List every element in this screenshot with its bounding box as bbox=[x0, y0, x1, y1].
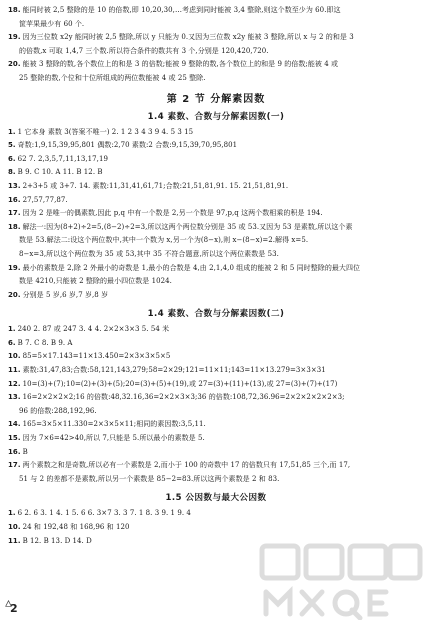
question-number: 5. bbox=[8, 141, 16, 150]
answer-line bbox=[8, 391, 424, 405]
question-number: 11. bbox=[8, 536, 21, 545]
question-number: 18. bbox=[8, 222, 21, 231]
answer-line bbox=[8, 289, 424, 303]
question-number: 1. bbox=[8, 325, 16, 334]
answer-line bbox=[8, 446, 424, 460]
answers-block-1 bbox=[8, 126, 424, 303]
answer-text: 分别是 5 岁,6 岁,7 岁,8 岁 bbox=[22, 290, 109, 299]
answer-line bbox=[8, 31, 424, 45]
answer-page bbox=[8, 4, 424, 548]
answer-text: B 12. B 13. D 14. D bbox=[22, 536, 92, 545]
question-number: 17. bbox=[8, 209, 21, 218]
question-number: 20. bbox=[8, 290, 21, 299]
answer-text: 筐苹果最少有 60 个. bbox=[19, 19, 85, 28]
answer-line bbox=[8, 180, 424, 194]
question-number: 17. bbox=[8, 461, 21, 470]
answer-line bbox=[8, 194, 424, 208]
subsection-title-2: 1.4 素数、合数与分解素因数(二) bbox=[147, 309, 285, 320]
answer-text: 24 和 192,48 和 168,96 和 120 bbox=[22, 523, 130, 531]
answer-line bbox=[8, 459, 424, 473]
answer-text: 奇数:1,9,15,39,95,801 偶数:2,70 素数:2 合数:9,15,39,70,95,801 bbox=[17, 141, 238, 150]
answer-line bbox=[8, 58, 424, 72]
answer-text: 96 的倍数:288,192,96. bbox=[19, 406, 97, 415]
answer-line bbox=[8, 221, 424, 235]
question-number: 12. bbox=[8, 379, 21, 388]
answer-line bbox=[8, 418, 424, 432]
answer-text: 最小的素数是 2,除 2 外最小的奇数是 1,最小的合数是 4,由 2,1,4,0 组成的能被 2 和 5 同时整除的最大四位 bbox=[22, 263, 361, 272]
question-number: 11. bbox=[8, 366, 21, 375]
answer-line bbox=[8, 166, 424, 180]
answer-line bbox=[8, 473, 424, 487]
answer-text: 素数:31,47,83;合数:58,121,143,279;58=2×29;121=11×11;143=11×13.279=3×3×31 bbox=[22, 366, 326, 375]
answer-text: 85=5×17.143=11×13.450=2×3×3×5×5 bbox=[22, 352, 171, 361]
answer-line bbox=[8, 337, 424, 351]
question-number: 6. bbox=[8, 154, 16, 163]
answer-line bbox=[8, 139, 424, 153]
answers-block-2 bbox=[8, 323, 424, 486]
answer-line bbox=[8, 364, 424, 378]
answer-line bbox=[8, 248, 424, 262]
subsection-title-1: 1.4 素数、合数与分解素因数(一) bbox=[147, 111, 285, 122]
answer-line bbox=[8, 207, 424, 221]
question-number: 16. bbox=[8, 195, 21, 204]
answer-line bbox=[8, 153, 424, 167]
answer-line bbox=[8, 323, 424, 337]
answer-text: 62 7. 2,3,5,7,11,13,17,19 bbox=[17, 154, 108, 163]
question-number: 6. bbox=[8, 338, 16, 347]
answer-text: 因为 2 是唯一的偶素数,因此 p,q 中有一个数是 2,另一个数是 97,p,q 这两个数相乘的积是 194. bbox=[22, 209, 323, 218]
question-number: 13. bbox=[8, 181, 21, 190]
answer-text: 51 与 2 的差都不是素数,所以另一个素数是 85−2=83.所以这两个素数是 2 和 83. bbox=[19, 474, 280, 483]
watermark-logo bbox=[256, 540, 426, 620]
answer-text: B bbox=[22, 447, 28, 456]
answer-text: 的倍数,x 可取 1,4,7 三个数.所以符合条件的数共有 3 个,分别是 120,420,720. bbox=[19, 46, 269, 55]
answer-text: 2+3+5 或 3+7. 14. 素数:11,31,41,61,71;合数:21,51,81,91. 15. 21,51,81,91. bbox=[22, 181, 289, 190]
question-number: 1. bbox=[8, 127, 16, 136]
section-title: 第 2 节 分解素因数 bbox=[166, 93, 266, 105]
answer-text: 因为 7×6=42>40,所以 7,只能是 5.所以最小的素数是 5. bbox=[22, 434, 205, 443]
answer-text: 数是 53.解法二:设这个两位数中,其中一个数为 x,另一个为(8−x),则 x−(8−x)=2.解得 x=5. bbox=[19, 236, 309, 245]
answer-line bbox=[8, 432, 424, 446]
question-number: 13. bbox=[8, 393, 21, 402]
answer-line bbox=[8, 405, 424, 419]
page-number: 2 bbox=[10, 602, 18, 615]
question-number: 10. bbox=[8, 352, 21, 361]
answer-text: 165=3×5×11.330=2×3×5×11;相同的素因数:3,5,11. bbox=[22, 420, 206, 429]
answer-text: 8−x=3,所以这个两位数为 35 或 53,其中 35 不符合题意,所以这个两位素数是 53. bbox=[19, 249, 279, 258]
answer-text: B 7. C 8. B 9. A bbox=[17, 338, 73, 347]
answer-line bbox=[8, 126, 424, 140]
answer-line bbox=[8, 262, 424, 276]
answer-line bbox=[8, 378, 424, 392]
question-number: 10. bbox=[8, 523, 21, 531]
subsection-title-3: 1.5 公因数与最大公因数 bbox=[165, 493, 267, 504]
answer-text: 27,57,77,87. bbox=[22, 195, 68, 204]
answer-text: 数是 4210,只能被 2 整除的最小四位数是 1024. bbox=[19, 277, 172, 286]
question-number: 16. bbox=[8, 447, 21, 456]
question-number: 8. bbox=[8, 168, 16, 177]
answer-line bbox=[8, 234, 424, 248]
question-number: 14. bbox=[8, 420, 21, 429]
question-number: 19. bbox=[8, 33, 21, 42]
answer-text: 解法一:因为(8+2)÷2=5,(8−2)÷2=3,所以这两个两位数分别是 35 或 53.又因为 53 是素数,所以这个素 bbox=[22, 222, 353, 231]
question-number: 15. bbox=[8, 434, 21, 443]
answer-line bbox=[8, 18, 424, 32]
question-number: 19. bbox=[8, 263, 21, 272]
question-number: 20. bbox=[8, 60, 21, 69]
answers-block-previous bbox=[8, 4, 424, 86]
answer-text: 240 2. 87 或 247 3. 4 4. 2×2×3×3 5. 54 米 bbox=[17, 325, 170, 334]
answer-text: 两个素数之和是奇数,所以必有一个素数是 2,而小于 100 的奇数中 17 的倍数只有 17,51,85 三个,而 17, bbox=[22, 461, 351, 470]
answer-line bbox=[8, 507, 424, 521]
answer-text: 6 2. 6 3. 1 4. 1 5. 6 6. 3×7 3. 3 7. 1 8. 3 9. 1 9. 4 bbox=[17, 509, 191, 518]
answer-line bbox=[8, 275, 424, 289]
question-number: 18. bbox=[8, 6, 21, 14]
answer-text: B 9. C 10. A 11. B 12. B bbox=[17, 168, 103, 177]
question-number: 1. bbox=[8, 509, 16, 518]
answer-line bbox=[8, 350, 424, 364]
answer-text: 能被 3 整除的数,各个数位上的和是 3 的倍数;能被 9 整除的数,各个数位上的和是 9 的倍数;能被 4 或 bbox=[22, 60, 339, 69]
answer-text: 能同时被 2,5 整除的是 10 的倍数,即 10,20,30,…考虑到同时能被 3,4 整除,则这个数至少为 60.即这 bbox=[22, 6, 341, 14]
answer-line bbox=[8, 45, 424, 59]
answer-text: 16=2×2×2×2;16 的倍数:48,32.16,36=2×2×3×3;36 的倍数:108,72,36.96=2×2×2×2×2×3; bbox=[22, 393, 345, 402]
answer-line bbox=[8, 72, 424, 86]
answer-text: 10=(3)+(7);10=(2)+(3)+(5);20=(3)+(5)+(19),或 27=(3)+(11)+(13),或 27=(3)+(7)+(17) bbox=[22, 379, 338, 388]
answer-text: 25 整除的数,个位和十位所组成的两位数能被 4 或 25 整除. bbox=[19, 73, 206, 82]
answer-text: 因为三位数 x2y 能同时被 2,5 整除,所以 y 只能为 0.又因为三位数 x2y 能被 3 整除,所以 x 与 2 的和是 3 bbox=[22, 33, 354, 42]
answer-line bbox=[8, 4, 424, 18]
answer-text: 1 它本身 素数 3(答案不唯一) 2. 1 2 3 4 3 9 4. 5 3 15 bbox=[17, 127, 194, 136]
answer-line bbox=[8, 521, 424, 535]
